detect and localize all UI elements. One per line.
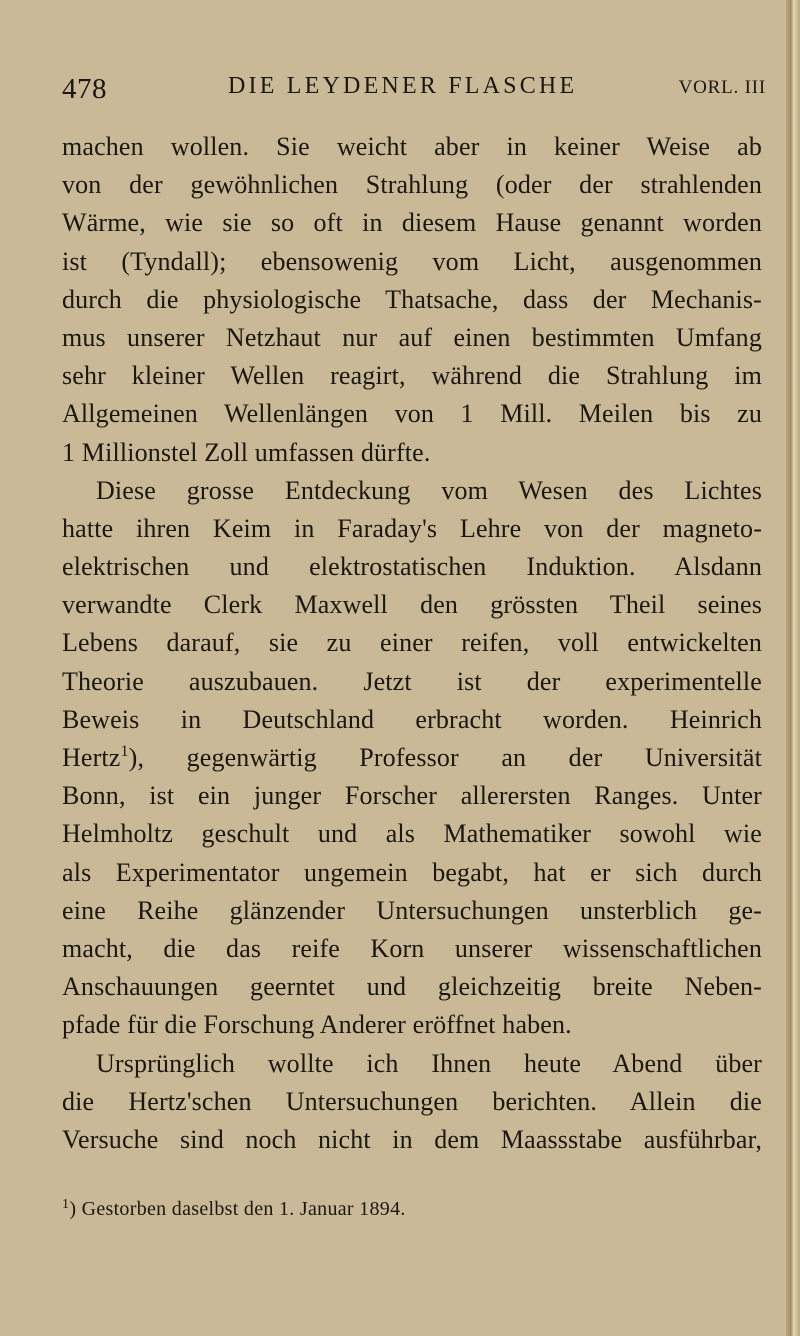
page-header: [62, 73, 766, 113]
page-edge: [786, 0, 800, 1336]
text-line: die Hertz'schen Untersuchungen berichten. Allein die: [62, 1086, 762, 1116]
running-title: DIE LEYDENER FLASCHE: [228, 73, 578, 99]
text-segment: Hertz: [62, 743, 121, 772]
text-line: Bonn, ist ein junger Forscher allerersten Ranges. Unter: [62, 781, 762, 811]
text-line: ist (Tyndall); ebensowenig vom Licht, ausgenommen: [62, 246, 762, 276]
footnote: [62, 1196, 762, 1222]
text-line: verwandte Clerk Maxwell den grössten Theil seines: [62, 590, 762, 620]
text-line-with-footnote-ref: [62, 739, 762, 777]
text-line: mus unserer Netzhaut nur auf einen bestimmten Umfang: [62, 322, 762, 352]
text-line: Theorie auszubauen. Jetzt ist der experimentelle: [62, 666, 762, 696]
footnote-reference[interactable]: 1: [120, 743, 129, 760]
text-line: von der gewöhnlichen Strahlung (oder der strahlenden: [62, 170, 762, 200]
text-line: Beweis in Deutschland erbracht worden. Heinrich: [62, 704, 762, 734]
text-line: eine Reihe glänzender Untersuchungen unsterblich ge-: [62, 895, 762, 925]
footnote-mark: 1: [62, 1197, 70, 1212]
text-line: machen wollen. Sie weicht aber in keiner Weise ab: [62, 132, 762, 161]
section-label: VORL. III: [678, 77, 766, 98]
text-line: Versuche sind noch nicht in dem Maassstabe ausführbar,: [62, 1124, 762, 1154]
text-line: Diese grosse Entdeckung vom Wesen des Lichtes: [96, 475, 762, 505]
text-line: macht, die das reife Korn unserer wissenschaftlichen: [62, 933, 762, 963]
text-line: pfade für die Forschung Anderer eröffnet haben.: [62, 1010, 572, 1040]
text-line: Helmholtz geschult und als Mathematiker sowohl wie: [62, 819, 762, 849]
text-line: Wärme, wie sie so oft in diesem Hause genannt worden: [62, 208, 762, 238]
text-line: als Experimentator ungemein begabt, hat er sich durch: [62, 857, 762, 887]
text-line: Ursprünglich wollte ich Ihnen heute Abend über: [96, 1048, 762, 1078]
body-text: [62, 128, 762, 1159]
text-line: sehr kleiner Wellen reagirt, während die Strahlung im: [62, 361, 762, 391]
text-line: durch die physiologische Thatsache, dass der Mechanis-: [62, 284, 762, 314]
text-line: Lebens darauf, sie zu einer reifen, voll entwickelten: [62, 628, 762, 658]
text-line: Anschauungen geerntet und gleichzeitig breite Neben-: [62, 972, 762, 1002]
text-line: 1 Millionstel Zoll umfassen dürfte.: [62, 437, 431, 467]
text-line: elektrischen und elektrostatischen Induktion. Alsdann: [62, 552, 762, 582]
text-segment: ), gegenwärtig Professor an der Universität: [128, 743, 762, 772]
page-number: 478: [62, 73, 107, 105]
text-line: Allgemeinen Wellenlängen von 1 Mill. Meilen bis zu: [62, 399, 762, 429]
text-line: hatte ihren Keim in Faraday's Lehre von der magneto-: [62, 513, 762, 543]
footnote-text: ) Gestorben daselbst den 1. Januar 1894.: [69, 1198, 406, 1220]
